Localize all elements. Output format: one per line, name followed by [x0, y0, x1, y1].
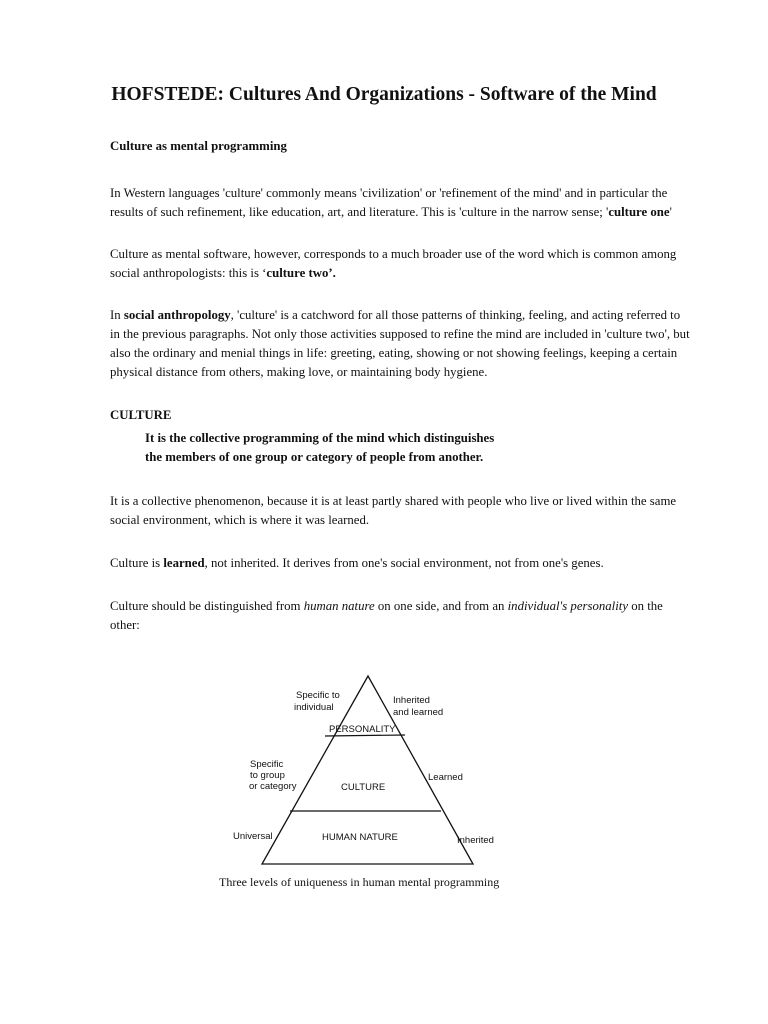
- para6-c: on the: [628, 599, 663, 613]
- page-title: HOFSTEDE: Cultures And Organizations - Software of the Mind: [111, 84, 657, 105]
- label-specific-group-3: or category: [249, 781, 297, 792]
- label-inherited-learned-1: Inherited: [393, 695, 430, 706]
- para1-line2a: results of such refinement, like education, art, and literature. This is 'culture in the narrow sense; ': [110, 205, 609, 219]
- section-subtitle: Culture as mental programming: [110, 139, 287, 153]
- label-specific-group-1: Specific: [250, 759, 284, 770]
- paragraph-culture-one: [110, 184, 690, 222]
- level-culture: CULTURE: [341, 782, 386, 793]
- pyramid-figure: [0, 660, 768, 900]
- para5-b: , not inherited. It derives from one's social environment, not from one's genes.: [204, 556, 604, 570]
- para3-b: , 'culture' is a catchword for all those patterns of thinking, feeling, and acting referred to: [230, 308, 681, 322]
- definition-line1: It is the collective programming of the mind which distinguishes: [145, 431, 495, 445]
- para4-line1: It is a collective phenomenon, because it is at least partly shared with people who live or lived within the same: [110, 494, 677, 508]
- para2-line1: Culture as mental software, however, corresponds to a much broader use of the word which is common among: [110, 247, 677, 261]
- label-universal: Universal: [233, 831, 273, 842]
- culture-definition: [145, 429, 565, 467]
- para5-bold: learned: [163, 556, 205, 570]
- paragraph-learned: [110, 554, 690, 573]
- label-specific-individual-1: Specific to: [296, 690, 340, 701]
- para5-a: Culture is: [110, 556, 164, 570]
- culture-heading: CULTURE: [110, 408, 172, 422]
- definition-line2: the members of one group or category of people from another.: [145, 450, 484, 464]
- para3-line4: physical distance from others, making love, or maintaining body hygiene.: [110, 365, 488, 379]
- para4-line2: social environment, which is where it was learned.: [110, 513, 370, 527]
- para2-bold: culture two’.: [266, 266, 336, 280]
- label-specific-group-2: to group: [250, 770, 285, 781]
- level-personality: PERSONALITY: [329, 724, 396, 735]
- para1-line2b: ': [669, 205, 672, 219]
- paragraph-culture-two: [110, 245, 690, 283]
- para6-b: on one side, and from an: [374, 599, 508, 613]
- para6-italic2: individual's personality: [507, 599, 629, 613]
- label-specific-individual-2: individual: [294, 702, 334, 713]
- paragraph-distinguish: [110, 597, 690, 635]
- para3-bold: social anthropology: [123, 308, 231, 322]
- para1-bold: culture one: [608, 205, 670, 219]
- para3-a: In: [110, 308, 124, 322]
- label-learned: Learned: [428, 772, 463, 783]
- para6-italic1: human nature: [303, 599, 375, 613]
- label-inherited: Inherited: [457, 835, 494, 846]
- para6-line2: other:: [110, 618, 140, 632]
- level-human-nature: HUMAN NATURE: [322, 832, 398, 843]
- para3-line3: also the ordinary and menial things in life: greeting, eating, showing or not showing feelings, keeping a certain: [110, 346, 678, 360]
- para3-line2: in the previous paragraphs. Not only those activities supposed to refine the mind are included in 'culture two', but: [110, 327, 690, 341]
- para1-line1: In Western languages 'culture' commonly means 'civilization' or 'refinement of the mind' and in particular the: [110, 186, 668, 200]
- para2-line2a: social anthropologists: this is ‘: [110, 266, 267, 280]
- pyramid-divider-top: [325, 735, 405, 736]
- paragraph-collective: [110, 492, 690, 530]
- paragraph-social-anthropology: [110, 306, 690, 382]
- para6-a: Culture should be distinguished from: [110, 599, 304, 613]
- label-inherited-learned-2: and learned: [393, 707, 444, 718]
- figure-caption: Three levels of uniqueness in human mental programming: [219, 875, 500, 889]
